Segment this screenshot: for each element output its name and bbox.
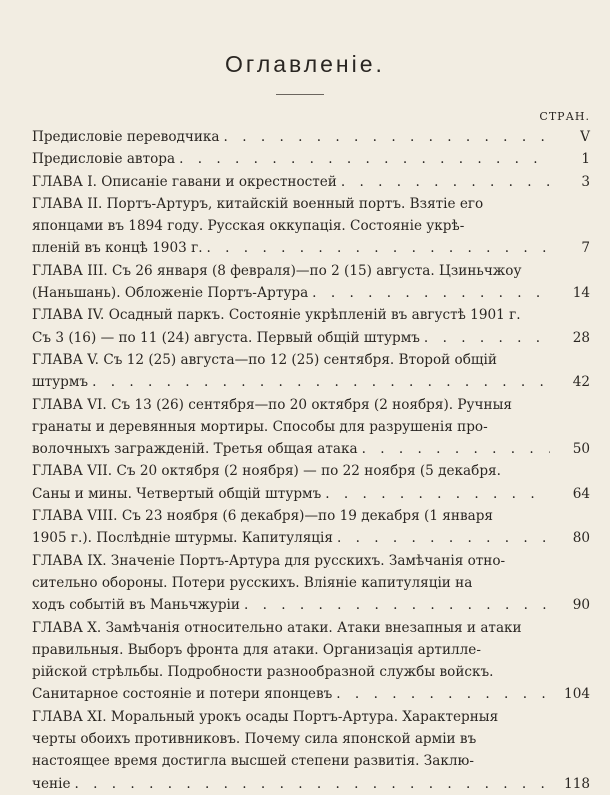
toc-entry-line: ГЛАВА VI. Съ 13 (26) сентября—по 20 октября (2 ноября). Ручныя (32, 396, 512, 413)
toc-entry-text (32, 126, 550, 148)
page-number: 64 (572, 485, 590, 502)
toc-entry-line: черты обоихъ противниковъ. Почему сила японской арміи въ (32, 731, 477, 748)
toc-entry-line: ГЛАВА I. Описаніе гавани и окрестностей (32, 173, 337, 190)
toc-entry-text (32, 706, 550, 795)
toc-entry-line: Съ 3 (16) — по 11 (24) августа. Первый общій штурмъ (32, 329, 420, 346)
page-number: 14 (572, 285, 590, 302)
toc-entry (32, 394, 590, 461)
toc-entry (32, 148, 590, 170)
toc-entry (32, 550, 590, 617)
page-number: 50 (572, 441, 590, 458)
toc-entry (32, 706, 590, 795)
toc-entry-line: рійской стрѣльбы. Подробности разнообразной службы войскъ. (32, 664, 494, 681)
toc-entry-text (32, 148, 550, 170)
page-number: 104 (564, 686, 590, 703)
toc-entry-line: Санитарное состояніе и потери японцевъ (32, 686, 333, 703)
dot-leader (175, 148, 550, 170)
toc-entry-line: ченіе (32, 775, 71, 792)
dot-leader (88, 371, 550, 393)
toc-entry-line: ГЛАВА II. Портъ-Артуръ, китайскій военный портъ. Взятіе его (32, 195, 484, 212)
toc-entry-text (32, 550, 550, 617)
page-number: 3 (581, 173, 590, 190)
toc-entry-line: Предисловіе переводчика (32, 129, 220, 145)
page-number: 118 (564, 775, 590, 792)
toc-entry-line: пленій въ концѣ 1903 г. (32, 240, 203, 257)
toc-entry-text (32, 460, 550, 505)
toc-entry-text (32, 394, 550, 461)
toc-entry-line: ГЛАВА V. Съ 12 (25) августа—по 12 (25) сентября. Второй общій (32, 351, 497, 368)
toc-entry-text (32, 171, 550, 193)
toc-entry-line: Саны и мины. Четвертый общій штурмъ (32, 485, 322, 502)
page-number: 28 (572, 329, 590, 346)
toc-entry-text (32, 505, 550, 550)
table-of-contents (32, 126, 590, 795)
dot-leader (358, 438, 550, 460)
toc-entry (32, 460, 590, 505)
toc-entry (32, 505, 590, 550)
page-number: 80 (572, 530, 590, 547)
dot-leader (333, 527, 550, 549)
page-column-header: СТРАН. (539, 110, 590, 123)
toc-entry (32, 304, 590, 349)
toc-entry (32, 126, 590, 148)
page-title: Оглавленіе. (225, 51, 385, 78)
toc-entry-line: ГЛАВА VII. Съ 20 октября (2 ноября) — по 22 ноября (5 декабря. (32, 463, 501, 480)
toc-entry (32, 193, 590, 260)
dot-leader (220, 126, 550, 148)
toc-entry-text (32, 617, 550, 706)
toc-entry-line: ГЛАВА III. Съ 26 января (8 февраля)—по 2 (15) августа. Цзиньчжоу (32, 262, 522, 279)
dot-leader (308, 282, 550, 304)
toc-entry-line: ходъ событій въ Маньчжуріи (32, 597, 240, 614)
toc-entry-line: (Наньшань). Обложеніе Портъ-Артура (32, 285, 309, 302)
toc-entry-line: сительно обороны. Потери русскихъ. Вліяніе капитуляціи на (32, 574, 473, 591)
toc-entry-line: ГЛАВА VIII. Съ 23 ноября (6 декабря)—по 19 декабря (1 января (32, 508, 493, 525)
title-divider (276, 94, 324, 95)
page-number: V (580, 129, 590, 145)
dot-leader (337, 171, 550, 193)
toc-entry-line: ГЛАВА IX. Значеніе Портъ-Артура для русскихъ. Замѣчанія отно- (32, 552, 506, 569)
page-number: 7 (581, 240, 590, 257)
dot-leader (321, 483, 550, 505)
dot-leader (71, 773, 551, 795)
toc-entry (32, 349, 590, 394)
toc-entry-line: волочныхъ загражденій. Третья общая атака (32, 441, 358, 458)
dot-leader (240, 594, 550, 616)
toc-entry-line: настоящее время достигла высшей степени развитія. Заклю- (32, 753, 474, 770)
toc-entry-line: 1905 г.). Послѣдніе штурмы. Капитуляція (32, 530, 333, 547)
page-number: 42 (572, 374, 590, 391)
toc-entry-line: гранаты и деревянныя мортиры. Способы для разрушенія про- (32, 418, 488, 435)
toc-entry (32, 617, 590, 706)
toc-entry-text (32, 304, 550, 349)
dot-leader (203, 237, 550, 259)
toc-entry-text (32, 260, 550, 305)
dot-leader (332, 683, 550, 705)
toc-entry-text (32, 193, 550, 260)
toc-entry-line: правильныя. Выборъ фронта для атаки. Организація артилле- (32, 641, 481, 658)
toc-entry-line: ГЛАВА X. Замѣчанія относительно атаки. Атаки внезапныя и атаки (32, 619, 522, 636)
toc-entry (32, 171, 590, 193)
toc-entry (32, 260, 590, 305)
toc-entry-line: ГЛАВА IV. Осадный паркъ. Состояніе укрѣпленій въ августѣ 1901 г. (32, 307, 521, 324)
toc-entry-text (32, 349, 550, 394)
toc-entry-line: ГЛАВА XI. Моральный урокъ осады Портъ-Артура. Характерныя (32, 708, 499, 725)
toc-entry-line: японцами въ 1894 году. Русская оккупація. Состояніе укрѣ- (32, 218, 465, 235)
page-number: 1 (581, 151, 590, 168)
dot-leader (420, 327, 550, 349)
toc-entry-line: штурмъ (32, 374, 89, 391)
toc-entry-line: Предисловіе автора (32, 151, 176, 168)
page-number: 90 (572, 597, 590, 614)
